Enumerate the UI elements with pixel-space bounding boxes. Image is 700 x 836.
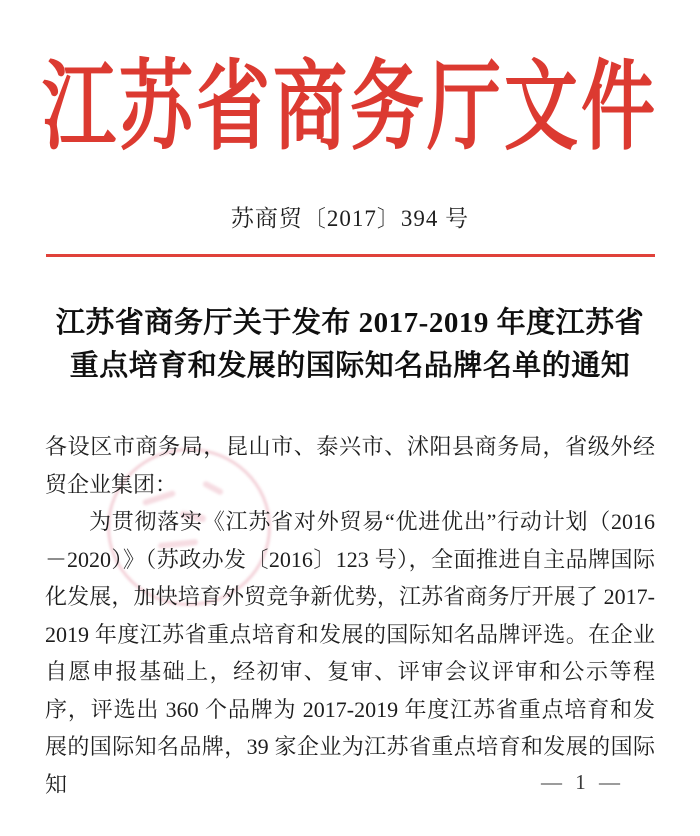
letterhead-title — [40, 50, 660, 170]
notice-title-line2: 重点培育和发展的国际知名品牌名单的通知 — [69, 350, 631, 382]
salutation: 各设区市商务局，昆山市、泰兴市、沭阳县商务局，省级外经贸企业集团： — [45, 434, 655, 497]
document-number: 苏商贸〔2017〕394 号 — [230, 206, 470, 231]
notice-title — [38, 302, 662, 388]
document-body — [45, 428, 655, 803]
page-number: — 1 — — [541, 770, 624, 794]
notice-title-line1: 江苏省商务厅关于发布 2017-2019 年度江苏省 — [55, 307, 645, 339]
letterhead-divider — [46, 254, 655, 257]
body-paragraph: 为贯彻落实《江苏省对外贸易“优进优出”行动计划（2016－2020）》（苏政办发〔2016〕123 号），全面推进自主品牌国际化发展，加快培育外贸竞争新优势，江苏省商务厅开展了 2017-2019 年度江苏省重点培育和发展的国际知名品牌评选。在企业自愿申报基础上，经初审、复审、评审会议评审和公示等程序，评选出 360 个品牌为 2017-2019 年度江苏省重点培育和发展的国际知名品牌，39 家企业为江苏省重点培育和发展的国际知 — [45, 509, 655, 797]
letterhead-title-text: 江苏省商务厅文件 — [42, 54, 658, 163]
